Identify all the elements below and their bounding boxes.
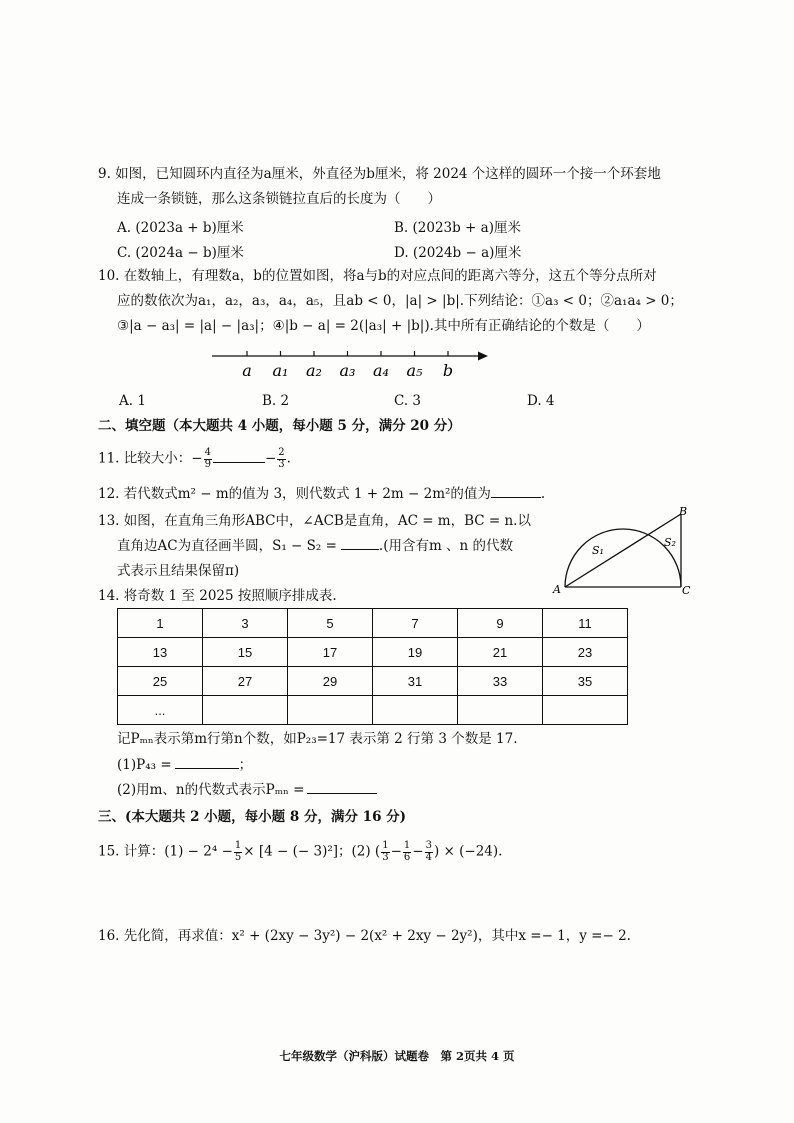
axis-label: a₂ [306,361,322,380]
q11-answer-blank[interactable] [213,462,265,463]
table-cell [373,696,458,725]
odd-number-table [117,608,628,725]
q13-line2 [117,538,513,555]
table-cell: 23 [543,638,628,667]
axis-label: a₄ [373,361,389,380]
q15-b-den: 6 [403,851,411,863]
q15-part2: × [4 − (− 3)²]；(2) ( [243,843,381,860]
table-row [118,638,628,667]
q15-fraction-3-4 [425,841,433,863]
table-row [118,667,628,696]
q14-sub2 [117,782,377,799]
q10-option-c: C. 3 [394,393,422,409]
q11-end: . [286,450,291,467]
axis-label: b [442,361,454,380]
table-cell: 1 [118,609,203,638]
q10-option-b: B. 2 [262,393,290,409]
table-cell [288,696,373,725]
q11-f1-num: 4 [204,447,211,458]
segment-ab [565,514,681,587]
q15-c-den: 4 [425,851,432,863]
q9-line1: 9. 如图，已知圆环内直径为a厘米，外直径为b厘米，将 2024 个这样的圆环一个接一个环套地 [98,166,661,182]
label-c: C [682,584,691,597]
q15-line: 15. 计算：(1) − 2⁴ − $\frac{1}{5}$ × [4 − (− 3)²]；(2) ( $\frac{1}{3}$ − $\frac{1}{6}$ − $\frac{3}{4}$ ) × (−24). [98,840,503,863]
table-cell [458,696,543,725]
q13-line3: 式表示且结果保留π) [117,563,240,579]
label-a: A [553,583,561,596]
q12-answer-blank[interactable] [491,497,541,498]
number-line-arrow-icon [478,352,488,361]
q10-option-a: A. 1 [119,393,146,409]
table-row [118,609,628,638]
table-cell: 29 [288,667,373,696]
q15-fraction-1-5 [234,841,242,863]
label-s1: S₁ [592,544,604,557]
q10-option-d: D. 4 [527,393,555,409]
table-cell: 17 [288,638,373,667]
q13-line2a: 直角边AC为直径画半圆，S₁ − S₂ = [117,538,337,554]
q14-sub2-blank[interactable] [307,793,377,794]
axis-label: a₁ [272,361,289,380]
q9-line2: 连成一条锁链，那么这条锁链拉直后的长度为（ ） [117,191,441,207]
table-cell: 15 [203,638,288,667]
section-3-heading: 三、(本大题共 2 小题，每小题 8 分，满分 16 分) [98,809,407,825]
q15-f-den: 5 [234,851,242,863]
table-row [118,696,628,725]
q11-mid: − [264,450,277,467]
axis-label: a₅ [406,361,423,380]
q10-line3: ③|a − a₃| = |a| − |a₃|；④|b − a| = 2(|a₃| + |b|).其中所有正确结论的个数是（ ） [117,318,650,334]
q14-sub2-text: (2)用m、n的代数式表示Pₘₙ = [117,782,305,798]
number-line-figure [200,345,500,385]
page-footer: 七年级数学（沪科版）试题卷 第 2页共 4 页 [279,1049,515,1063]
q15-f-num: 1 [234,840,242,851]
q10-line2: 应的数依次为a₁，a₂，a₃，a₄，a₅，且ab < 0，|a| > |b|.下列结论：①a₃ < 0；②a₁a₄ > 0； [117,293,683,309]
table-cell: 7 [373,609,458,638]
q11-fraction-1 [204,448,212,470]
q15-part1: 15. 计算：(1) − 2⁴ − [98,843,233,860]
label-b: B [679,505,688,518]
q13-line1: 13. 如图，在直角三角形ABC中，∠ACB是直角，AC = m，BC = n.以 [98,513,531,529]
q16-line: 16. 先化简，再求值：x² + (2xy − 3y²) − 2(x² + 2xy − 2y²)，其中x =− 1，y =− 2. [98,928,631,944]
table-cell [543,696,628,725]
table-cell: 9 [458,609,543,638]
section-2-heading: 二、填空题（本大题共 4 小题，每小题 5 分，满分 20 分） [98,418,461,434]
table-cell: 33 [458,667,543,696]
q15-a-den: 3 [382,851,389,863]
q9-option-b: B. (2023b + a)厘米 [394,220,521,236]
q15-c-num: 3 [425,840,432,851]
q9-option-d: D. (2024b − a)厘米 [394,245,522,261]
q9-option-a: A. (2023a + b)厘米 [117,220,244,236]
q9-option-c: C. (2024a − b)厘米 [117,245,244,261]
table-cell: 27 [203,667,288,696]
table-cell [203,696,288,725]
q14-sub1-blank[interactable] [175,768,239,769]
q11-fraction-2 [277,448,285,470]
q12-line [98,486,545,503]
q14-line1: 14. 将奇数 1 至 2025 按照顺序排成表. [98,588,337,604]
table-cell: 11 [543,609,628,638]
table-cell: 31 [373,667,458,696]
q15-fraction-1-6 [403,841,411,863]
q14-sub1-text: (1)P₄₃ = [117,757,172,773]
q11-prefix: 11. 比较大小：− [98,450,203,467]
q13-line2b: .(用含有m 、n 的代数 [378,538,514,554]
table-cell: 3 [203,609,288,638]
q11-f2-num: 2 [278,447,285,458]
q14-sub1 [117,757,252,774]
axis-label: a₃ [339,361,356,380]
q15-part3: ) × (−24). [433,843,503,860]
q14-note: 记Pₘₙ表示第m行第n个数，如P₂₃=17 表示第 2 行第 3 个数是 17. [117,731,518,747]
q11-line [98,448,291,470]
table-cell: 21 [458,638,543,667]
q11-f1-den: 9 [204,458,211,470]
q10-line1: 10. 在数轴上，有理数a，b的位置如图，将a与b的对应点间的距离六等分，这五个等分点所对 [98,268,657,284]
q11-f2-den: 3 [278,458,285,470]
label-s2: S₂ [664,536,676,549]
q15-b-num: 1 [403,840,411,851]
q15-a-num: 1 [382,840,389,851]
table-cell: 35 [543,667,628,696]
axis-label: a [242,361,252,380]
table-cell: ... [118,696,203,725]
table-cell: 25 [118,667,203,696]
q15-fraction-1-3 [381,841,389,863]
q14-sub1-end: ； [238,757,253,773]
q12-text: 12. 若代数式m² − m的值为 3，则代数式 1 + 2m − 2m²的值为 [98,486,491,502]
q13-answer-blank[interactable] [341,549,379,550]
q12-end: . [540,486,546,502]
triangle-semicircle-figure [545,500,705,600]
table-cell: 19 [373,638,458,667]
table-cell: 13 [118,638,203,667]
table-cell: 5 [288,609,373,638]
